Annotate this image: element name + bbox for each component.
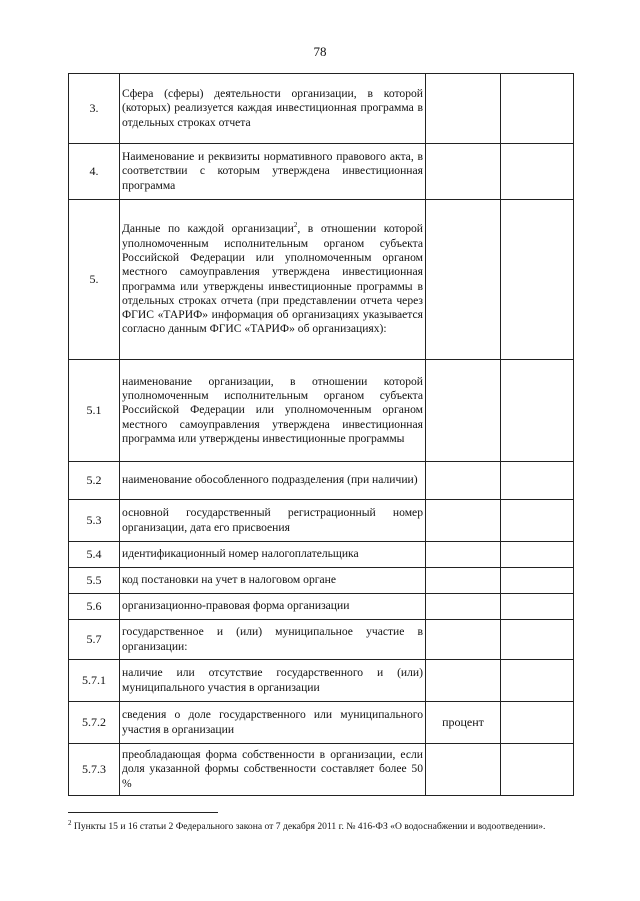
footnote-divider xyxy=(68,812,218,813)
table-row xyxy=(69,594,574,620)
row-value xyxy=(501,594,574,620)
row-number: 5.1 xyxy=(69,360,120,462)
row-value xyxy=(501,620,574,660)
row-unit xyxy=(426,594,501,620)
table-row xyxy=(69,620,574,660)
table-row xyxy=(69,144,574,200)
row-unit xyxy=(426,744,501,796)
row-value xyxy=(501,74,574,144)
table-row xyxy=(69,542,574,568)
row-number: 4. xyxy=(69,144,120,200)
row-unit xyxy=(426,462,501,500)
row-number: 3. xyxy=(69,74,120,144)
row-description: наименование обособленного подразделения (при наличии) xyxy=(120,462,426,500)
row-description xyxy=(120,200,426,360)
row-description: наименование организации, в отношении которой уполномоченным исполнительным органом субъекта Российской Федерации или уполномоченным органом местного самоуправления утверждена инвестиционная программа или утверждены инвестиционные программы xyxy=(120,360,426,462)
table-row xyxy=(69,744,574,796)
row-unit xyxy=(426,144,501,200)
row-number: 5. xyxy=(69,200,120,360)
table-row xyxy=(69,462,574,500)
footnote-reference: 2 xyxy=(293,221,298,230)
row-value xyxy=(501,462,574,500)
row-description: Сфера (сферы) деятельности организации, в которой (которых) реализуется каждая инвестиционная программа в отдельных строках отчета xyxy=(120,74,426,144)
row-number: 5.4 xyxy=(69,542,120,568)
row-unit xyxy=(426,200,501,360)
table-row xyxy=(69,702,574,744)
row-unit xyxy=(426,542,501,568)
row-unit xyxy=(426,568,501,594)
row-unit xyxy=(426,620,501,660)
row-unit xyxy=(426,500,501,542)
table-row xyxy=(69,568,574,594)
table-row xyxy=(69,360,574,462)
row-number: 5.6 xyxy=(69,594,120,620)
row-value xyxy=(501,568,574,594)
row-description: наличие или отсутствие государственного и (или) муниципального участия в организации xyxy=(120,660,426,702)
row-description: Наименование и реквизиты нормативного правового акта, в соответствии с которым утверждена инвестиционная программа xyxy=(120,144,426,200)
row-value xyxy=(501,360,574,462)
footnote-text: Пункты 15 и 16 статьи 2 Федерального закона от 7 декабря 2011 г. № 416-ФЗ «О водоснабжении и водоотведении». xyxy=(71,821,546,832)
row-number: 5.5 xyxy=(69,568,120,594)
footnote xyxy=(68,820,567,833)
row-description-text: , в отношении которой уполномоченным исполнительным органом субъекта Российской Федерации или уполномоченным органом местного самоуправления утверждена инвестиционная программа или утверждены инвестиционные программы в отдельных строках отчета (при представлении отчета через ФГИС «ТАРИФ» информация об организациях указывается согласно данным ФГИС «ТАРИФ» об организациях): xyxy=(122,222,423,336)
row-value xyxy=(501,744,574,796)
row-description: преобладающая форма собственности в организации, если доля указанной формы собственности составляет более 50 % xyxy=(120,744,426,796)
row-description: код постановки на учет в налоговом органе xyxy=(120,568,426,594)
row-unit xyxy=(426,660,501,702)
row-value xyxy=(501,500,574,542)
table-row xyxy=(69,660,574,702)
row-number: 5.7.3 xyxy=(69,744,120,796)
row-description: организационно-правовая форма организации xyxy=(120,594,426,620)
footnote-mark: 2 xyxy=(68,818,72,827)
report-table xyxy=(68,73,574,796)
row-description: государственное и (или) муниципальное участие в организации: xyxy=(120,620,426,660)
row-unit: процент xyxy=(426,702,501,744)
row-description: сведения о доле государственного или муниципального участия в организации xyxy=(120,702,426,744)
row-unit xyxy=(426,360,501,462)
row-number: 5.2 xyxy=(69,462,120,500)
row-description: идентификационный номер налогоплательщика xyxy=(120,542,426,568)
table-body xyxy=(69,74,574,796)
row-number: 5.3 xyxy=(69,500,120,542)
row-value xyxy=(501,200,574,360)
row-description: основной государственный регистрационный номер организации, дата его присвоения xyxy=(120,500,426,542)
row-number: 5.7 xyxy=(69,620,120,660)
row-value xyxy=(501,702,574,744)
row-number: 5.7.2 xyxy=(69,702,120,744)
row-description-text: Данные по каждой организации xyxy=(122,222,294,236)
row-value xyxy=(501,144,574,200)
table-row xyxy=(69,74,574,144)
row-unit xyxy=(426,74,501,144)
table-row xyxy=(69,200,574,360)
row-value xyxy=(501,660,574,702)
row-value xyxy=(501,542,574,568)
page-number: 78 xyxy=(313,44,327,59)
row-number: 5.7.1 xyxy=(69,660,120,702)
table-row xyxy=(69,500,574,542)
